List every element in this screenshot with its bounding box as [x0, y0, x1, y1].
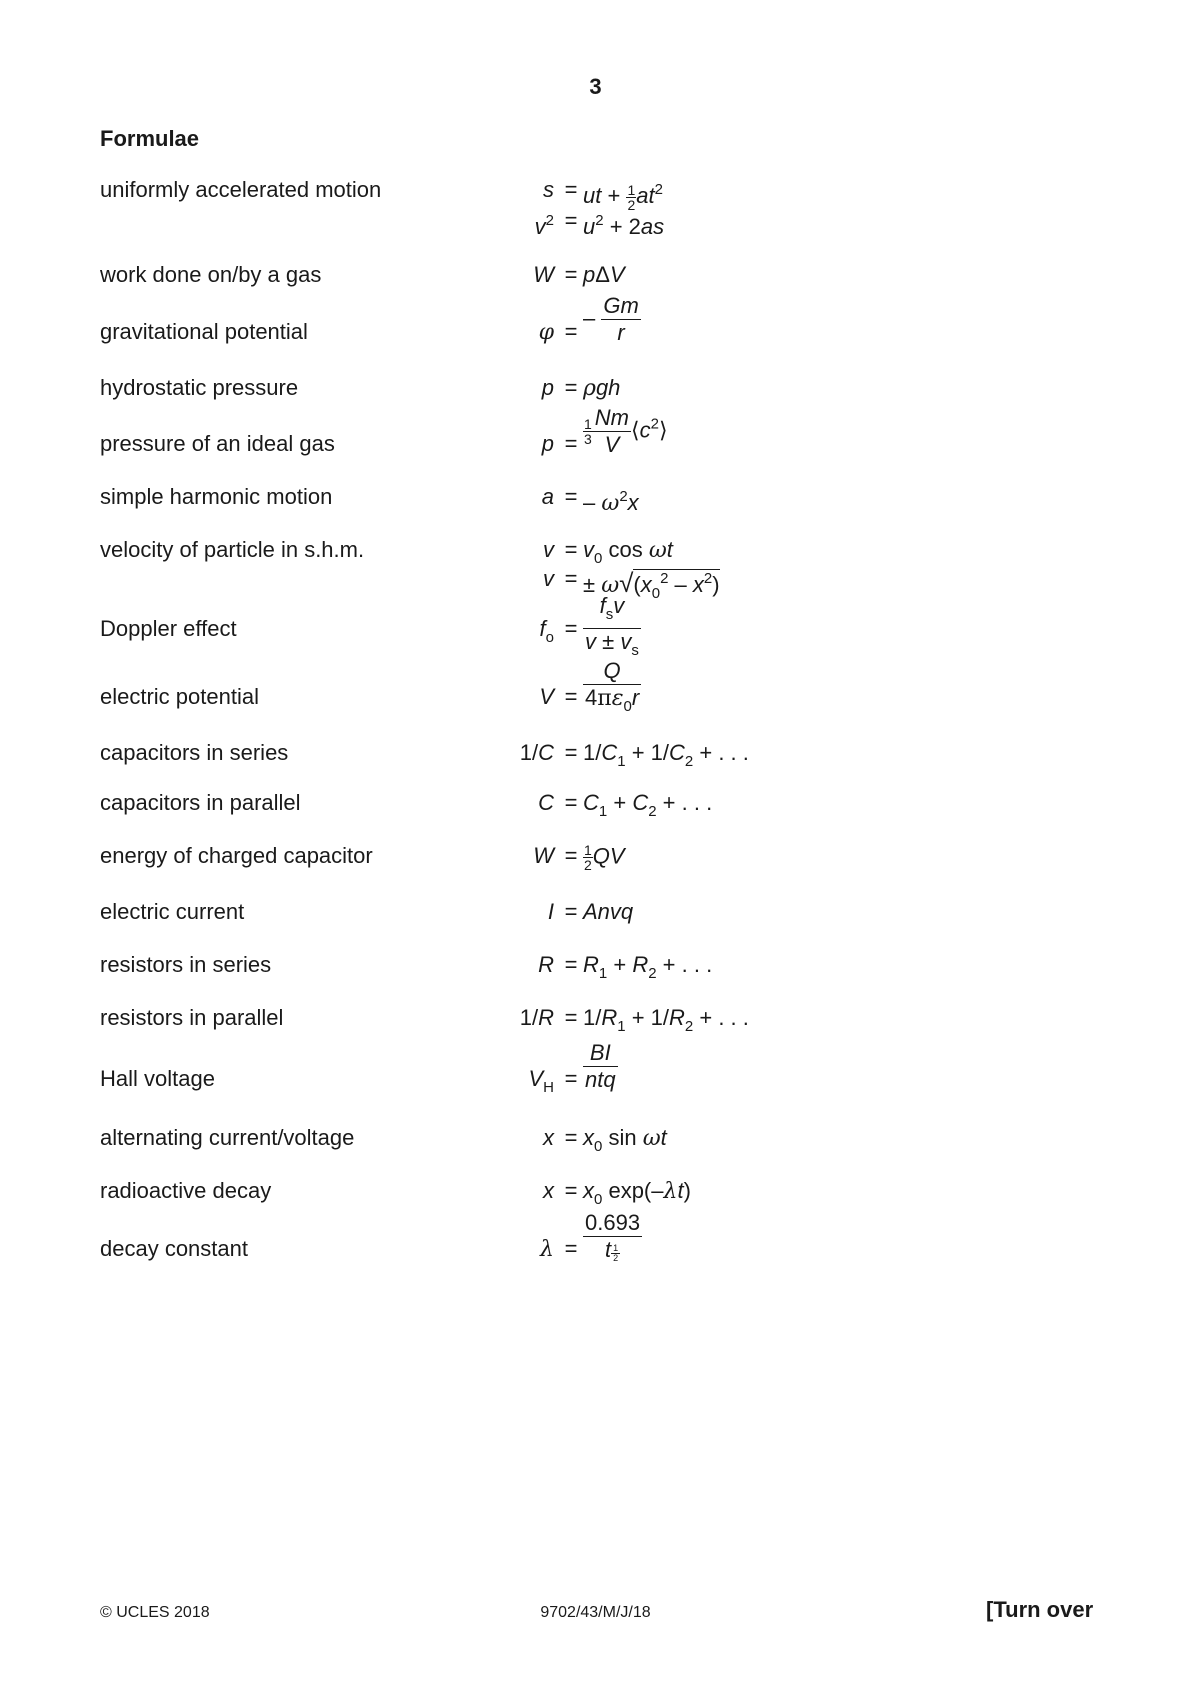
formula-ac: x = $x_0$ sin ωt [543, 1125, 667, 1155]
label-res-parallel: resistors in parallel [100, 1005, 284, 1030]
formula-cap-series: 1/C = $1/C_1 + 1/C_2$ + . . . [519, 740, 749, 770]
formula-current: I = Anvq [547, 899, 634, 924]
label-cap-energy: energy of charged capacitor [100, 843, 373, 868]
turn-over-label: [Turn over [986, 1597, 1094, 1622]
label-doppler: Doppler effect [100, 616, 237, 641]
footer-copyright: © UCLES 2018 [100, 1604, 210, 1621]
formula-ideal-gas: p = $\frac{1}{3}$ $\frac{Nm}{V}$ $⟨c^2⟩$ [541, 405, 668, 457]
formula-res-parallel: 1/R = $1/R_1 + 1/R_2$ + . . . [519, 1005, 749, 1035]
label-ideal-gas: pressure of an ideal gas [100, 431, 335, 456]
label-uniform-motion: uniformly accelerated motion [100, 177, 382, 202]
label-shm: simple harmonic motion [100, 484, 333, 509]
label-decay-constant: decay constant [100, 1236, 248, 1261]
label-velocity-shm: velocity of particle in s.h.m. [100, 537, 365, 562]
label-cap-series: capacitors in series [100, 740, 289, 765]
label-cap-parallel: capacitors in parallel [100, 790, 301, 815]
label-work-gas: work done on/by a gas [100, 262, 322, 287]
formula-decay: x = $x_0$ exp(–λt) [543, 1178, 691, 1208]
page-number: 3 [589, 74, 602, 99]
page-heading: Formulae [100, 126, 200, 151]
footer-paper-code: 9702/43/M/J/18 [540, 1604, 651, 1621]
formula-shm: a = – $\omega^2x$ [541, 484, 639, 516]
formula-velocity-cos: v = $v_0$ cos ωt [543, 537, 673, 567]
label-res-series: resistors in series [100, 952, 272, 977]
formula-grav-potential: φ = – $\frac{Gm}{r}$ [538, 293, 639, 345]
formula-hydrostatic: p = ρgh [541, 375, 621, 401]
label-hall: Hall voltage [100, 1066, 215, 1091]
formula-cap-energy: W = $\frac{1}{2}$ QV [533, 842, 625, 873]
label-current: electric current [100, 899, 245, 924]
label-decay: radioactive decay [100, 1178, 272, 1203]
formula-electric-potential: V = $\frac{Q}{4\pi\varepsilon_0r}$ [539, 658, 640, 715]
formula-decay-constant: λ = 0.693 t $\frac{1}{2}$ [540, 1210, 641, 1263]
formula-velocity-sqrt: v = ± $\omega√(x_0^2 - x^2)$ [543, 566, 720, 602]
formula-res-series: R = $R_1 + R_2$ + . . . [538, 952, 713, 982]
decay-constant-numerator: 0.693 [585, 1210, 641, 1235]
formula-velocity-squared: $v^2$ = $u^2 + 2as$ [534, 208, 665, 239]
label-electric-potential: electric potential [100, 684, 259, 709]
formula-displacement: s = ut + $\frac{1}{2}$ $at^2$ [543, 177, 663, 213]
formula-doppler: $f_o$ = $\frac{f_sv}{v \pm v_s}$ [539, 593, 639, 659]
label-grav-potential: gravitational potential [100, 319, 308, 344]
formula-work-gas: W = pΔV [533, 262, 625, 287]
formula-hall: $V_H$ = $\frac{BI}{\text{ntq}}$ [528, 1040, 616, 1096]
label-ac: alternating current/voltage [100, 1125, 355, 1150]
formula-cap-parallel: C = $C_1 + C_2$ + . . . [538, 790, 713, 820]
label-hydrostatic: hydrostatic pressure [100, 375, 299, 400]
